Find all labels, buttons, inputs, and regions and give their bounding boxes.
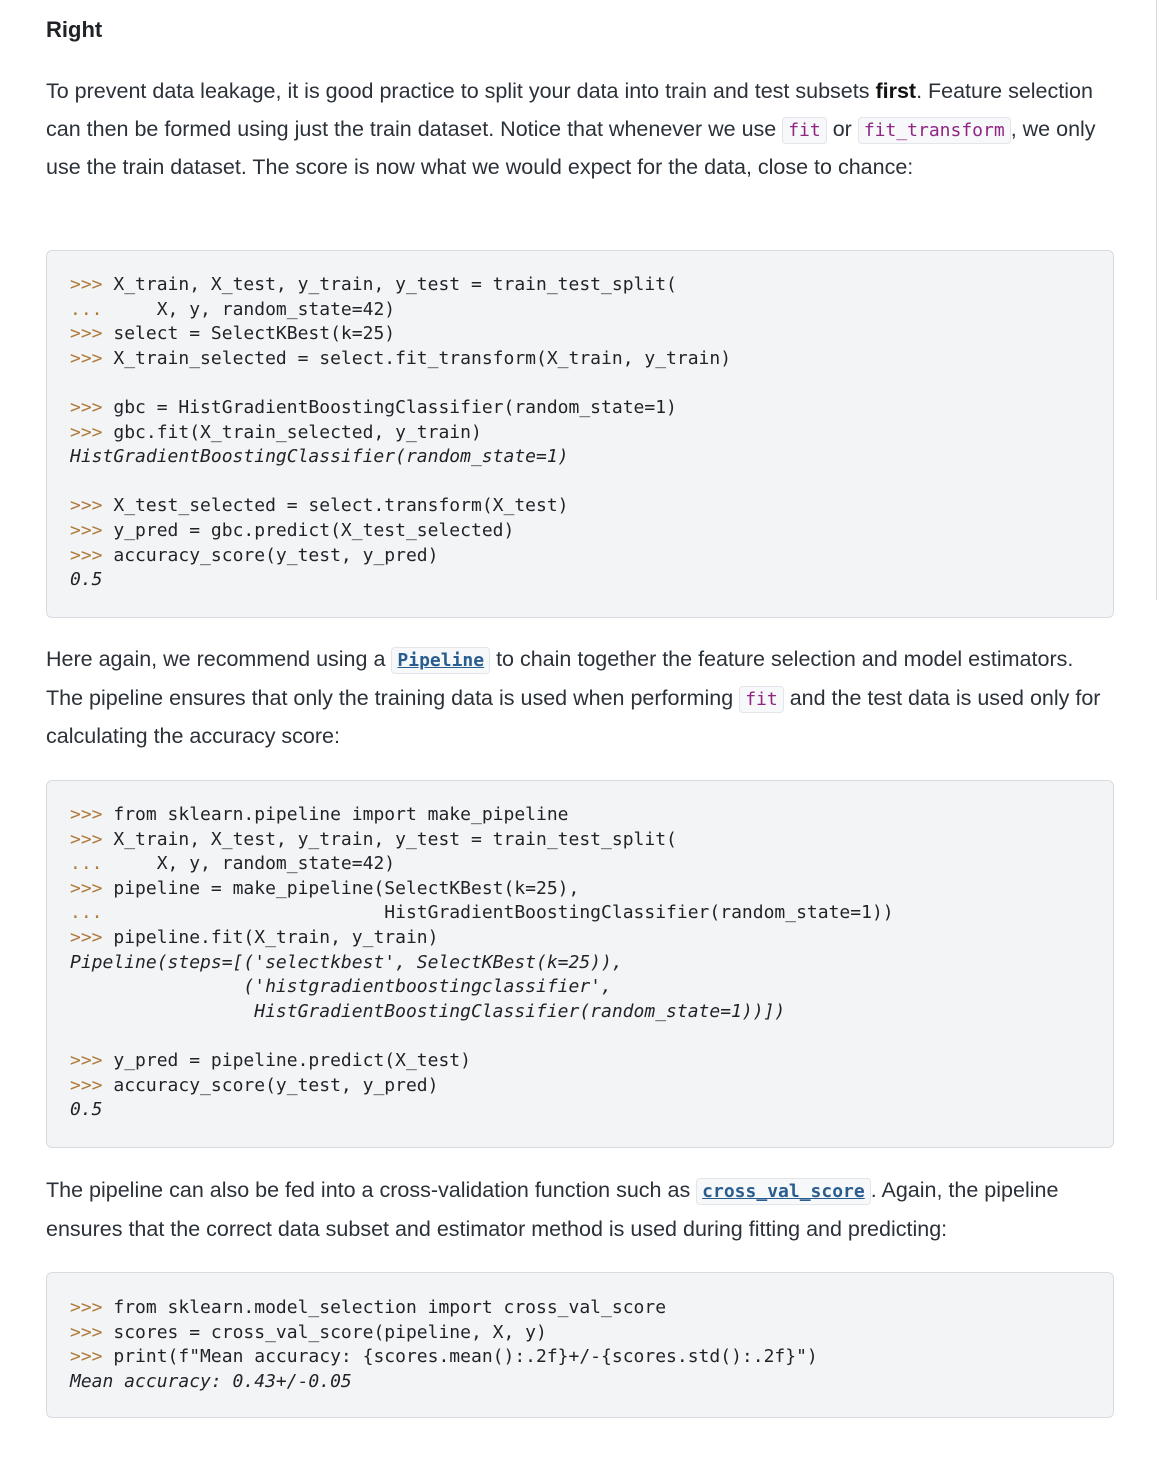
text: . Feature selection can then be formed using just the train dataset. Notice that whenever we use [46,79,1093,141]
prompt: >>> [70,323,114,345]
code-line: HistGradientBoostingClassifier(random_state=1)) [113,902,894,924]
text: and the test data is used only for calculating the accuracy score: [46,685,1101,749]
code-line: from sklearn.pipeline import make_pipeline [113,804,569,825]
code-output: ('histgradientboostingclassifier', [70,976,612,998]
text: to chain together the feature selection and model estimators. The pipeline ensures that only the training data is used when performing [46,647,1074,710]
code-block-3[interactable] [46,1272,1114,1418]
text: Here again, we recommend using a [46,647,392,671]
code-line: pipeline.fit(X_train, y_train) [113,926,439,948]
code-line: X_train_selected = select.fit_transform(X_train, y_train) [113,347,732,369]
paragraph-pipeline [46,641,1114,756]
code-line: select = SelectKBest(k=25) [113,323,396,345]
prompt: >>> [70,495,114,517]
prompt: >>> [70,544,114,566]
code-line: X_train, X_test, y_train, y_test = train_test_split( [113,274,677,295]
code-line: X, y, random_state=42) [113,298,396,320]
code-output: 0.5 [70,1099,103,1121]
code-line: print(f"Mean accuracy: {scores.mean():.2f}+/-{scores.std():.2f}") [113,1346,818,1368]
code-line: X_train, X_test, y_train, y_test = train_test_split( [113,828,677,850]
inline-code-fit: fit [782,117,827,144]
code-output: Mean accuracy: 0.43+/-0.05 [70,1370,352,1392]
prompt: ... [70,298,114,320]
code-text [70,273,731,593]
code-line: accuracy_score(y_test, y_pred) [113,544,439,566]
section-heading: Right [46,17,103,42]
code-line: from sklearn.model_selection import cross_val_score [113,1297,667,1318]
code-line: gbc = HistGradientBoostingClassifier(random_state=1) [113,396,677,418]
prompt: >>> [70,926,114,948]
pipeline-link[interactable]: Pipeline [391,647,490,674]
code-output: HistGradientBoostingClassifier(random_state=1) [70,446,569,468]
prompt: ... [70,902,114,924]
code-line: X, y, random_state=42) [113,853,396,875]
cross-val-score-link[interactable]: cross_val_score [696,1178,871,1205]
prompt: >>> [70,519,114,541]
code-line: accuracy_score(y_test, y_pred) [113,1074,439,1096]
code-line: pipeline = make_pipeline(SelectKBest(k=25), [113,877,580,899]
code-line: X_test_selected = select.transform(X_test) [113,495,569,517]
prompt: >>> [70,804,114,825]
code-block-1[interactable] [46,250,1114,618]
code-line: y_pred = pipeline.predict(X_test) [113,1049,471,1071]
prompt: >>> [70,1297,114,1318]
code-line: y_pred = gbc.predict(X_test_selected) [113,519,515,541]
prompt: >>> [70,1321,114,1343]
text: or [826,116,858,141]
scrollbar-edge [1156,0,1157,600]
prompt: >>> [70,396,114,418]
text: . Again, the pipeline ensures that the correct data subset and estimator method is used during fitting and predicting: [46,1178,1059,1241]
inline-code-fit: fit [739,686,784,713]
prompt: >>> [70,877,114,899]
prompt: >>> [70,1049,114,1071]
inline-code-fit-transform: fit_transform [858,117,1011,144]
prompt: >>> [70,828,114,850]
text: The pipeline can also be fed into a cross-validation function such as [46,1178,697,1202]
text: To prevent data leakage, it is good practice to split your data into train and test subsets [46,79,876,103]
text: , we only use the train dataset. The score is now what we would expect for the data, close to chance: [46,116,1096,180]
code-line: scores = cross_val_score(pipeline, X, y) [113,1321,547,1343]
prompt: >>> [70,347,114,369]
code-output: HistGradientBoostingClassifier(random_state=1))]) [70,1000,786,1022]
prompt: >>> [70,1074,114,1096]
prompt: ... [70,853,114,875]
emphasis-first: first [875,79,917,103]
code-text [70,1296,818,1394]
code-text [70,803,894,1123]
code-block-2[interactable] [46,780,1114,1148]
prompt: >>> [70,274,114,295]
code-line: gbc.fit(X_train_selected, y_train) [113,421,482,443]
code-output: Pipeline(steps=[('selectkbest', SelectKBest(k=25)), [70,951,623,973]
code-output: 0.5 [70,569,103,591]
paragraph-train-test-split [46,73,1114,187]
prompt: >>> [70,421,114,443]
prompt: >>> [70,1346,114,1368]
paragraph-cross-val [46,1172,1114,1248]
